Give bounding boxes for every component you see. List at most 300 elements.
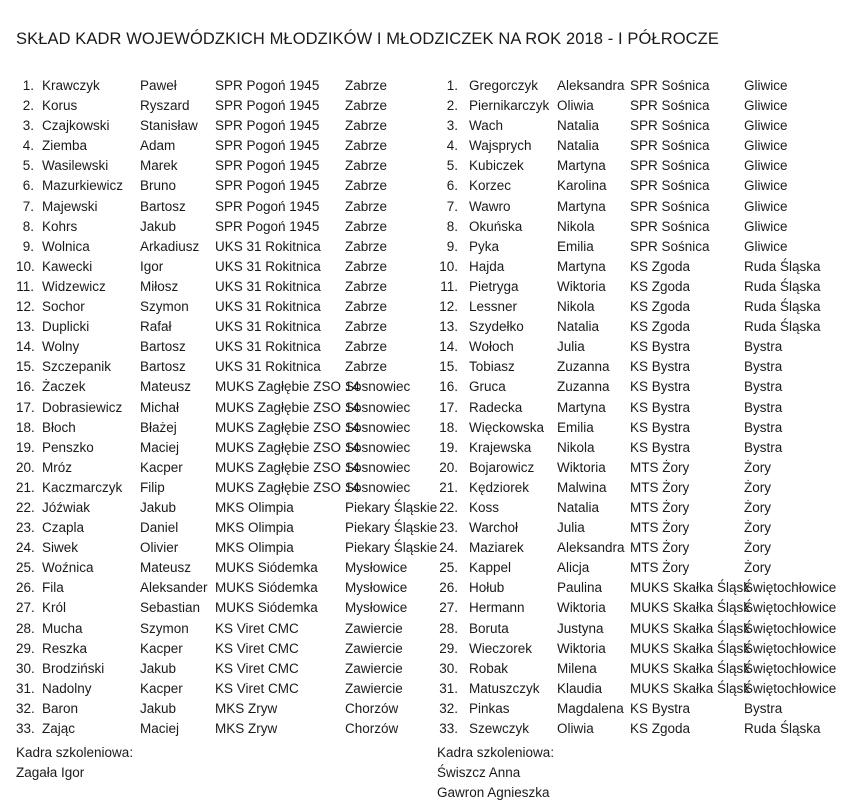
club-cell: MTS Żory — [630, 459, 690, 475]
city-cell: Chorzów — [345, 721, 399, 736]
table-row — [16, 598, 437, 618]
table-row — [16, 277, 437, 297]
table-row — [437, 377, 850, 397]
firstname-cell: Aleksandra — [557, 78, 625, 93]
row-number: 32. — [439, 700, 458, 716]
club-cell: MTS Żory — [630, 540, 690, 556]
firstname-cell: Emilia — [557, 419, 594, 435]
club-cell: MKS Olimpia — [215, 520, 294, 536]
surname-cell: Błoch — [42, 419, 76, 435]
city-cell: Ruda Śląska — [744, 319, 821, 335]
row-number: 21. — [439, 479, 458, 495]
firstname-cell: Arkadiusz — [140, 238, 200, 254]
training-staff-left — [16, 743, 437, 783]
firstname-cell: Igor — [140, 258, 164, 274]
table-row — [437, 458, 850, 478]
staff-names — [16, 763, 437, 783]
club-cell: MUKS Skałka Śląsk — [630, 660, 751, 676]
row-number: 25. — [16, 560, 35, 576]
table-row — [437, 558, 850, 578]
city-cell: Ruda Śląska — [744, 299, 821, 315]
surname-cell: Warchoł — [469, 520, 519, 536]
table-row — [16, 96, 437, 116]
row-number: 23. — [16, 520, 35, 536]
surname-cell: Siwek — [42, 540, 79, 556]
surname-cell: Okuńska — [469, 218, 523, 234]
city-cell: Zawiercie — [345, 640, 403, 656]
row-number: 22. — [16, 499, 35, 515]
city-cell: Świętochłowice — [744, 600, 837, 616]
surname-cell: Żaczek — [42, 379, 86, 395]
surname-cell: Bojarowicz — [469, 459, 535, 475]
surname-cell: Krawczyk — [42, 78, 100, 93]
surname-cell: Dobrasiewicz — [42, 399, 123, 415]
row-number: 8. — [446, 218, 458, 234]
surname-cell: Szewczyk — [469, 721, 530, 736]
roster-girls — [437, 76, 850, 803]
row-number: 20. — [439, 459, 458, 475]
staff-name: Świszcz Anna — [437, 765, 521, 781]
club-cell: MUKS Skałka Śląsk — [630, 580, 751, 596]
club-cell: MKS Zryw — [215, 721, 278, 736]
firstname-cell: Wiktoria — [557, 640, 606, 656]
surname-cell: Wolny — [42, 339, 80, 355]
city-cell: Gliwice — [744, 138, 788, 154]
surname-cell: Lessner — [469, 299, 518, 315]
table-row — [16, 76, 437, 96]
surname-cell: Zając — [42, 721, 76, 736]
surname-cell: Ziemba — [42, 138, 88, 154]
firstname-cell: Paulina — [557, 580, 603, 596]
table-row — [16, 558, 437, 578]
city-cell: Świętochłowice — [744, 660, 837, 676]
row-number: 6. — [22, 178, 34, 194]
club-cell: SPR Pogoń 1945 — [215, 118, 320, 134]
firstname-cell: Wiktoria — [557, 278, 606, 294]
table-row — [437, 679, 850, 699]
club-cell: SPR Pogoń 1945 — [215, 98, 320, 114]
club-cell: UKS 31 Rokitnica — [215, 278, 321, 294]
firstname-cell: Błażej — [140, 419, 177, 435]
firstname-cell: Kacper — [140, 459, 183, 475]
table-row — [16, 176, 437, 196]
row-number: 5. — [22, 158, 34, 174]
firstname-cell: Jakub — [140, 660, 177, 676]
club-cell: MKS Zryw — [215, 700, 278, 716]
city-cell: Sosnowiec — [345, 459, 411, 475]
club-cell: KS Bystra — [630, 439, 691, 455]
city-cell: Zabrze — [345, 218, 388, 234]
club-cell: KS Zgoda — [630, 258, 691, 274]
table-row — [437, 197, 850, 217]
city-cell: Zabrze — [345, 98, 388, 114]
surname-cell: Korus — [42, 98, 78, 114]
page-title: SKŁAD KADR WOJEWÓDZKICH MŁODZIKÓW I MŁODZICZEK NA ROK 2018 - I PÓŁROCZE — [16, 30, 719, 48]
club-cell: KS Bystra — [630, 700, 691, 716]
surname-cell: Nadolny — [42, 680, 92, 696]
city-cell: Zabrze — [345, 158, 388, 174]
club-cell: KS Bystra — [630, 399, 691, 415]
table-row — [16, 418, 437, 438]
surname-cell: Wołoch — [469, 339, 514, 355]
row-number: 12. — [439, 299, 458, 315]
row-number: 5. — [446, 158, 458, 174]
club-cell: MUKS Skałka Śląsk — [630, 640, 751, 656]
club-cell: MTS Żory — [630, 520, 690, 536]
surname-cell: Krajewska — [469, 439, 532, 455]
table-row — [437, 518, 850, 538]
row-number: 33. — [16, 721, 35, 736]
club-cell: SPR Pogoń 1945 — [215, 78, 320, 93]
table-row — [16, 679, 437, 699]
row-number: 20. — [16, 459, 35, 475]
surname-cell: Kohrs — [42, 218, 78, 234]
row-number: 7. — [446, 198, 458, 214]
firstname-cell: Martyna — [557, 198, 606, 214]
table-row — [16, 197, 437, 217]
row-number: 2. — [446, 98, 458, 114]
city-cell: Żory — [744, 499, 771, 515]
club-cell: SPR Pogoń 1945 — [215, 138, 320, 154]
roster-boys — [16, 76, 437, 783]
table-row — [437, 357, 850, 377]
city-cell: Gliwice — [744, 158, 788, 174]
table-row — [437, 478, 850, 498]
row-number: 27. — [16, 600, 35, 616]
firstname-cell: Sebastian — [140, 600, 201, 616]
table-row — [437, 639, 850, 659]
row-number: 16. — [439, 379, 458, 395]
club-cell: SPR Sośnica — [630, 78, 710, 93]
firstname-cell: Julia — [557, 520, 585, 536]
city-cell: Zabrze — [345, 138, 388, 154]
firstname-cell: Bartosz — [140, 359, 186, 375]
club-cell: UKS 31 Rokitnica — [215, 319, 321, 335]
firstname-cell: Oliwia — [557, 98, 594, 114]
row-number: 30. — [16, 660, 35, 676]
club-cell: SPR Sośnica — [630, 238, 710, 254]
city-cell: Sosnowiec — [345, 479, 411, 495]
surname-cell: Penszko — [42, 439, 94, 455]
table-row — [437, 719, 850, 739]
club-cell: SPR Sośnica — [630, 198, 710, 214]
club-cell: KS Zgoda — [630, 319, 691, 335]
table-row — [437, 418, 850, 438]
club-cell: KS Bystra — [630, 379, 691, 395]
firstname-cell: Martyna — [557, 399, 606, 415]
row-number: 24. — [439, 540, 458, 556]
firstname-cell: Maciej — [140, 439, 180, 455]
city-cell: Ruda Śląska — [744, 721, 821, 736]
surname-cell: Sochor — [42, 299, 85, 315]
city-cell: Sosnowiec — [345, 379, 411, 395]
row-number: 15. — [439, 359, 458, 375]
firstname-cell: Szymon — [140, 299, 189, 315]
club-cell: KS Zgoda — [630, 278, 691, 294]
firstname-cell: Olivier — [140, 540, 179, 556]
city-cell: Zawiercie — [345, 660, 403, 676]
city-cell: Żory — [744, 540, 771, 556]
club-cell: SPR Sośnica — [630, 98, 710, 114]
firstname-cell: Kacper — [140, 680, 183, 696]
club-cell: KS Viret CMC — [215, 620, 299, 636]
table-row — [16, 377, 437, 397]
surname-cell: Gregorczyk — [469, 78, 539, 93]
city-cell: Piekary Śląskie — [345, 540, 438, 556]
table-row — [437, 136, 850, 156]
surname-cell: Kubiczek — [469, 158, 524, 174]
table-row — [16, 337, 437, 357]
table-row — [16, 257, 437, 277]
table-row — [437, 277, 850, 297]
row-number: 10. — [16, 258, 35, 274]
club-cell: SPR Sośnica — [630, 138, 710, 154]
club-cell: MUKS Zagłębie ZSO 14 — [215, 419, 360, 435]
city-cell: Zabrze — [345, 258, 388, 274]
city-cell: Zabrze — [345, 238, 388, 254]
city-cell: Żory — [744, 560, 771, 576]
city-cell: Sosnowiec — [345, 439, 411, 455]
row-number: 26. — [16, 580, 35, 596]
firstname-cell: Jakub — [140, 218, 177, 234]
club-cell: SPR Pogoń 1945 — [215, 178, 320, 194]
row-number: 16. — [16, 379, 35, 395]
firstname-cell: Martyna — [557, 158, 606, 174]
table-row — [16, 297, 437, 317]
row-number: 31. — [439, 680, 458, 696]
city-cell: Żory — [744, 479, 771, 495]
club-cell: MUKS Zagłębie ZSO 14 — [215, 439, 360, 455]
surname-cell: Korzec — [469, 178, 512, 194]
club-cell: MUKS Siódemka — [215, 580, 318, 596]
firstname-cell: Jakub — [140, 499, 177, 515]
surname-cell: Król — [42, 600, 67, 616]
surname-cell: Pinkas — [469, 700, 510, 716]
table-row — [16, 398, 437, 418]
city-cell: Ruda Śląska — [744, 278, 821, 294]
table-row — [437, 538, 850, 558]
club-cell: MUKS Skałka Śląsk — [630, 680, 751, 696]
staff-name: Zagała Igor — [16, 765, 85, 781]
row-number: 1. — [446, 78, 458, 93]
row-number: 12. — [16, 299, 35, 315]
table-row — [437, 96, 850, 116]
surname-cell: Tobiasz — [469, 359, 515, 375]
surname-cell: Kappel — [469, 560, 512, 576]
city-cell: Zabrze — [345, 198, 388, 214]
club-cell: MUKS Zagłębie ZSO 14 — [215, 459, 360, 475]
table-row — [437, 598, 850, 618]
row-number: 7. — [22, 198, 34, 214]
city-cell: Świętochłowice — [744, 640, 837, 656]
club-cell: KS Viret CMC — [215, 660, 299, 676]
firstname-cell: Ryszard — [140, 98, 190, 114]
club-cell: MUKS Skałka Śląsk — [630, 600, 751, 616]
training-staff-right — [437, 743, 850, 803]
row-number: 30. — [439, 660, 458, 676]
firstname-cell: Kacper — [140, 640, 183, 656]
firstname-cell: Adam — [140, 138, 176, 154]
club-cell: MUKS Zagłębie ZSO 14 — [215, 399, 360, 415]
city-cell: Ruda Śląska — [744, 258, 821, 274]
table-row — [437, 317, 850, 337]
row-number: 33. — [439, 721, 458, 736]
row-number: 3. — [446, 118, 458, 134]
firstname-cell: Bartosz — [140, 339, 186, 355]
city-cell: Zawiercie — [345, 620, 403, 636]
table-row — [437, 257, 850, 277]
city-cell: Piekary Śląskie — [345, 499, 438, 515]
table-row — [437, 578, 850, 598]
firstname-cell: Bartosz — [140, 198, 186, 214]
table-row — [16, 458, 437, 478]
surname-cell: Jóźwiak — [42, 499, 91, 515]
surname-cell: Brodziński — [42, 660, 105, 676]
city-cell: Chorzów — [345, 700, 399, 716]
city-cell: Zabrze — [345, 78, 388, 93]
table-row — [16, 639, 437, 659]
table-row — [16, 357, 437, 377]
city-cell: Zabrze — [345, 339, 388, 355]
surname-cell: Kędziorek — [469, 479, 530, 495]
city-cell: Bystra — [744, 399, 783, 415]
firstname-cell: Daniel — [140, 520, 179, 536]
firstname-cell: Klaudia — [557, 680, 603, 696]
club-cell: MKS Olimpia — [215, 499, 294, 515]
table-row — [437, 699, 850, 719]
firstname-cell: Karolina — [557, 178, 607, 194]
club-cell: MUKS Skałka Śląsk — [630, 620, 751, 636]
row-number: 1. — [22, 78, 34, 93]
table-row — [437, 438, 850, 458]
city-cell: Bystra — [744, 419, 783, 435]
firstname-cell: Natalia — [557, 319, 600, 335]
surname-cell: Czapla — [42, 520, 85, 536]
club-cell: SPR Pogoń 1945 — [215, 218, 320, 234]
firstname-cell: Marek — [140, 158, 178, 174]
firstname-cell: Martyna — [557, 258, 606, 274]
club-cell: KS Viret CMC — [215, 680, 299, 696]
firstname-cell: Zuzanna — [557, 379, 610, 395]
surname-cell: Pyka — [469, 238, 500, 254]
surname-cell: Mazurkiewicz — [42, 178, 124, 194]
surname-cell: Widzewicz — [42, 278, 106, 294]
row-number: 22. — [439, 499, 458, 515]
table-row — [16, 659, 437, 679]
firstname-cell: Mateusz — [140, 560, 192, 576]
table-row — [16, 578, 437, 598]
table-row — [437, 498, 850, 518]
row-number: 14. — [16, 339, 35, 355]
rosters-container — [16, 76, 850, 803]
firstname-cell: Aleksander — [140, 580, 208, 596]
firstname-cell: Nikola — [557, 299, 595, 315]
surname-cell: Robak — [469, 660, 509, 676]
club-cell: UKS 31 Rokitnica — [215, 238, 321, 254]
club-cell: KS Zgoda — [630, 299, 691, 315]
row-number: 10. — [439, 258, 458, 274]
club-cell: MTS Żory — [630, 560, 690, 576]
table-row — [16, 217, 437, 237]
surname-cell: Więckowska — [469, 419, 545, 435]
row-number: 4. — [22, 138, 34, 154]
firstname-cell: Natalia — [557, 138, 600, 154]
city-cell: Sosnowiec — [345, 419, 411, 435]
surname-cell: Kaczmarczyk — [42, 479, 123, 495]
city-cell: Mysłowice — [345, 580, 408, 596]
city-cell: Gliwice — [744, 178, 788, 194]
firstname-cell: Maciej — [140, 721, 180, 736]
row-number: 21. — [16, 479, 35, 495]
surname-cell: Fila — [42, 580, 64, 596]
city-cell: Sosnowiec — [345, 399, 411, 415]
row-number: 17. — [439, 399, 458, 415]
club-cell: UKS 31 Rokitnica — [215, 258, 321, 274]
surname-cell: Kawecki — [42, 258, 93, 274]
row-number: 19. — [439, 439, 458, 455]
table-row — [16, 156, 437, 176]
row-number: 19. — [16, 439, 35, 455]
club-cell: MUKS Zagłębie ZSO 14 — [215, 479, 360, 495]
firstname-cell: Rafał — [140, 319, 172, 335]
surname-cell: Boruta — [469, 620, 509, 636]
table-row — [437, 297, 850, 317]
club-cell: KS Viret CMC — [215, 640, 299, 656]
city-cell: Gliwice — [744, 238, 788, 254]
club-cell: SPR Pogoń 1945 — [215, 198, 320, 214]
club-cell: SPR Sośnica — [630, 118, 710, 134]
city-cell: Zabrze — [345, 299, 388, 315]
firstname-cell: Mateusz — [140, 379, 192, 395]
surname-cell: Wolnica — [42, 238, 90, 254]
surname-cell: Wieczorek — [469, 640, 533, 656]
surname-cell: Pietryga — [469, 278, 519, 294]
club-cell: KS Bystra — [630, 339, 691, 355]
roster-rows — [437, 76, 850, 739]
city-cell: Świętochłowice — [744, 620, 837, 636]
firstname-cell: Milena — [557, 660, 597, 676]
surname-cell: Wasilewski — [42, 158, 109, 174]
staff-name: Gawron Agnieszka — [437, 785, 550, 801]
city-cell: Zabrze — [345, 359, 388, 375]
table-row — [16, 317, 437, 337]
firstname-cell: Paweł — [140, 78, 177, 93]
city-cell: Zabrze — [345, 118, 388, 134]
row-number: 23. — [439, 520, 458, 536]
city-cell: Mysłowice — [345, 560, 408, 576]
table-row — [16, 237, 437, 257]
surname-cell: Gruca — [469, 379, 506, 395]
surname-cell: Wajsprych — [469, 138, 532, 154]
club-cell: SPR Sośnica — [630, 178, 710, 194]
table-row — [16, 438, 437, 458]
table-row — [437, 398, 850, 418]
firstname-cell: Alicja — [557, 560, 590, 576]
surname-cell: Majewski — [42, 198, 98, 214]
club-cell: KS Bystra — [630, 419, 691, 435]
surname-cell: Wawro — [469, 198, 511, 214]
table-row — [437, 237, 850, 257]
city-cell: Bystra — [744, 359, 783, 375]
firstname-cell: Filip — [140, 479, 165, 495]
surname-cell: Baron — [42, 700, 79, 716]
row-number: 3. — [22, 118, 34, 134]
row-number: 25. — [439, 560, 458, 576]
city-cell: Gliwice — [744, 98, 788, 114]
firstname-cell: Julia — [557, 339, 585, 355]
table-row — [437, 337, 850, 357]
row-number: 13. — [439, 319, 458, 335]
